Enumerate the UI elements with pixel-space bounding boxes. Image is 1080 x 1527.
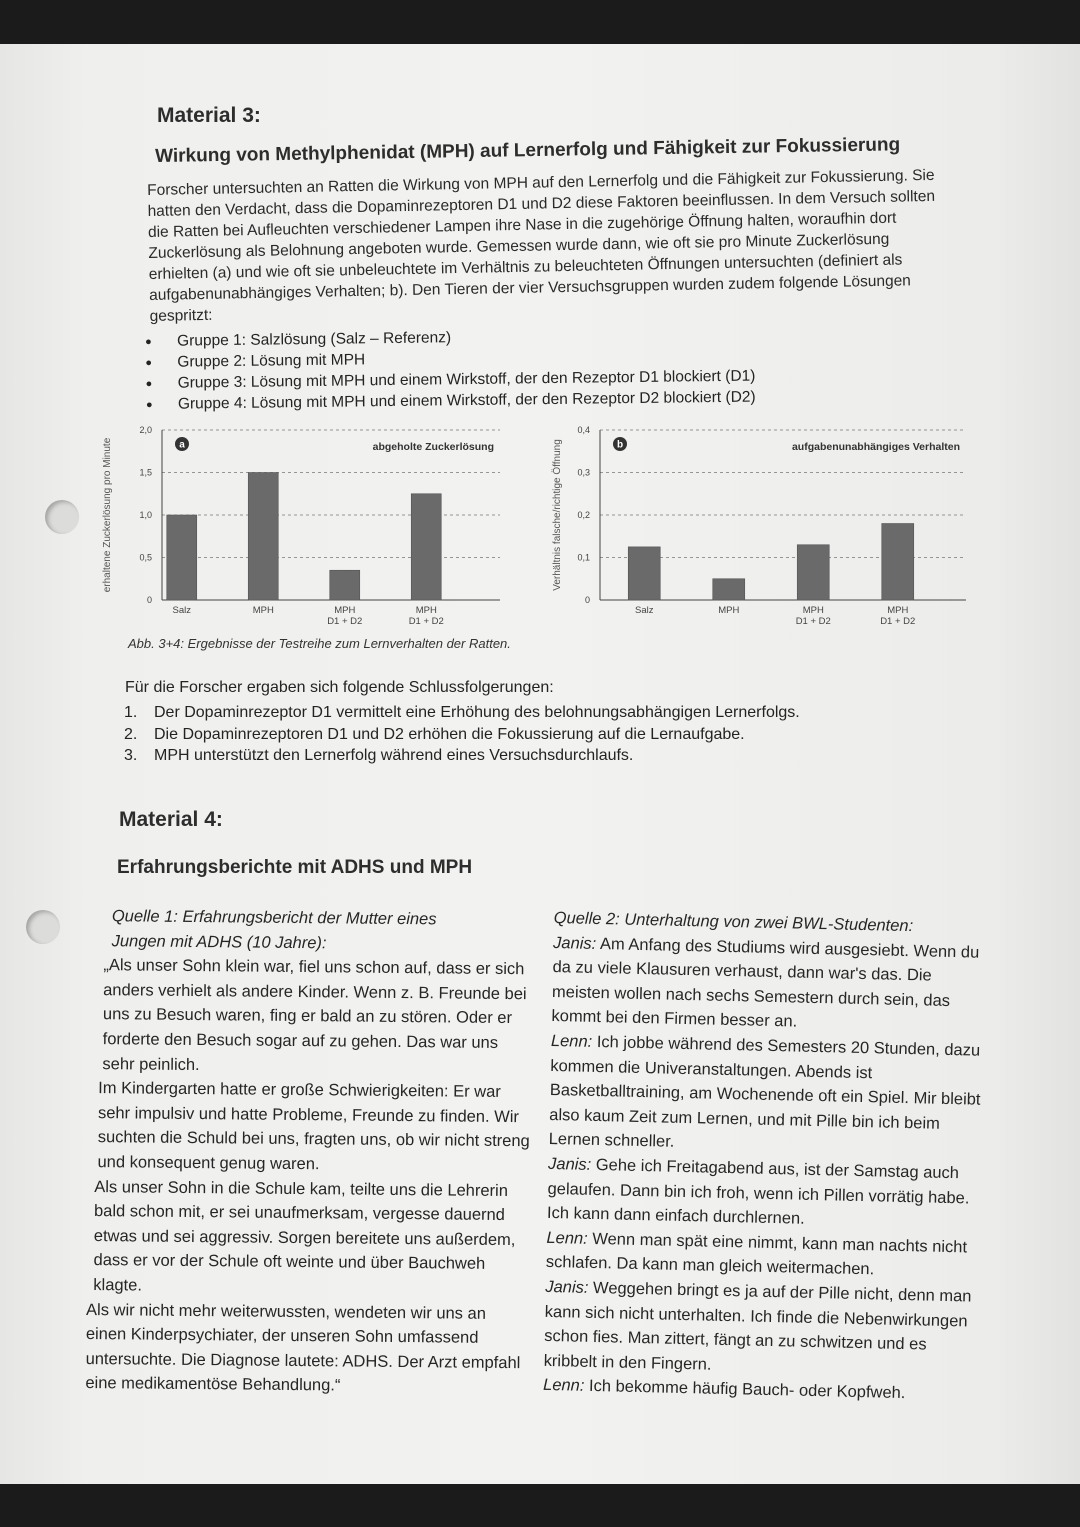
y-tick-label: 0,4	[577, 425, 590, 435]
source1-title: Quelle 1: Erfahrungsbericht der Mutter eines Jungen mit ADHS (10 Jahre):	[111, 907, 437, 952]
source1-paragraph: Im Kindergarten hatte er große Schwierigkeiten: Er war sehr impulsiv und hatte Probleme, Freunde zu finden. Wir suchten die Schuld bei uns, fragten uns, ob wir nicht streng und konsequent genug waren.	[97, 1079, 530, 1174]
conclusions-intro: Für die Forscher ergaben sich folgende Schlussfolgerungen:	[125, 679, 554, 696]
list-item: 2. Die Dopaminrezeptoren D1 und D2 erhöhen die Fokussierung auf die Lernaufgabe.	[124, 725, 745, 743]
material4-heading: Material 4:	[119, 808, 223, 831]
source2-title: Quelle 2: Unterhaltung von zwei BWL-Studenten:	[553, 908, 914, 936]
y-tick-label: 2,0	[139, 425, 152, 435]
dialogue-line: Janis: Weggehen bringt es ja auf der Pille nicht, denn man kann sich nicht unterhalten. Ich finde die Nebenwirkungen schon fies. Man zittert, fängt an zu schwitzen und es kribbelt in den Fingern.	[543, 1277, 972, 1374]
list-item: ● Gruppe 2: Lösung mit MPH	[145, 343, 865, 373]
intro-text: Forscher untersuchten an Ratten die Wirkung von MPH auf den Lernerfolg und die Fähigkeit zur Fokussierung. Sie hatten den Verdacht, dass die Dopaminrezeptoren D1 und D2 diese Faktoren beeinflussen. In dem Versuch sollten die Ratten bei Aufleuchten verschiedener Lampen ihre Nase in die zugehörige Öffnung halten, woraufhin dort Zuckerlösung als Belohnung angeboten wurde. Gemessen wurde dann, wie oft sie pro Minute Zuckerlösung erhielten (a) und wie oft sie unbeleuchtete im Verhältnis zu beleuchteten Öffnungen untersuchten (definiert als aufgabenunabhängiges Verhalten; b). Den Tieren der vier Versuchsgruppen wurden zudem folgende Lösungen gespritzt:	[147, 166, 936, 325]
y-tick-label: 0	[584, 595, 590, 605]
x-tick-label: Salz	[172, 605, 191, 616]
dialogue-line: Janis: Gehe ich Freitagabend aus, ist der Samstag auch gelaufen. Dann bin ich froh, wenn ich Pillen vorrätig habe. Ich kann dann einfach durchlernen.	[546, 1154, 970, 1228]
y-tick-label: 0,3	[577, 467, 590, 478]
x-tick-label: D1 + D2	[880, 616, 916, 627]
x-tick-label: MPH	[887, 605, 909, 616]
list-item: ● Gruppe 3: Lösung mit MPH und einem Wirkstoff, der den Rezeptor D1 blockiert (D1)	[146, 364, 866, 394]
source1-paragraph: Als wir nicht mehr weiterwussten, wendeten wir uns an einen Kinderpsychiater, der unseren Sohn umfassend untersuchte. Die Diagnose lautete: ADHS. Der Arzt empfahl eine medikamentöse Behandlung.“	[85, 1300, 521, 1395]
chart-a-plot	[102, 425, 500, 627]
material3-heading: Material 3:	[157, 104, 261, 127]
y-tick-label: 0,5	[139, 552, 152, 563]
bar	[628, 547, 660, 600]
material3-intro	[147, 165, 940, 327]
y-tick-label: 1,5	[139, 467, 152, 478]
chart-b-plot	[551, 425, 966, 627]
y-tick-label: 0,1	[577, 552, 590, 563]
y-axis-label: Verhältnis falsche/richtige Öffnung	[552, 439, 563, 591]
x-tick-label: MPH	[252, 605, 274, 616]
chart-title: abgeholte Zuckerlösung	[372, 441, 494, 453]
bar	[713, 579, 745, 600]
list-item: 3. MPH unterstützt den Lernerfolg während eines Versuchsdurchlaufs.	[124, 747, 634, 764]
x-tick-label: MPH	[802, 605, 824, 616]
panel-badge-letter: b	[616, 439, 624, 451]
y-tick-label: 1,0	[139, 510, 152, 520]
bar	[411, 494, 441, 600]
group-list	[145, 322, 866, 415]
x-tick-label: D1 + D2	[795, 616, 831, 627]
y-tick-label: 0	[146, 595, 152, 605]
figure-caption: Abb. 3+4: Ergebnisse der Testreihe zum Lernverhalten der Ratten.	[128, 636, 511, 651]
bar	[882, 524, 914, 601]
dialogue-line: Lenn: Ich bekomme häufig Bauch- oder Kopfweh.	[542, 1376, 906, 1403]
dialogue-line: Janis: Am Anfang des Studiums wird ausgesiebt. Wenn du da zu viele Klausuren verhaust, dann war's das. Die meisten wollen nach sechs Semestern durch sein, das kommt bei den Firmen besser an.	[551, 933, 980, 1031]
x-tick-label: D1 + D2	[408, 616, 444, 627]
source1-paragraph: „Als unser Sohn klein war, fiel uns schon auf, dass er sich anders verhielt als andere Kinder. Wenn z. B. Freunde bei uns zu Besuch waren, fing er bald an zu stören. Oder er forderte den Besuch sogar auf zu gehen. Das war uns sehr peinlich.	[102, 956, 527, 1074]
material4-title: Erfahrungsberichte mit ADHS und MPH	[117, 857, 473, 878]
x-tick-label: D1 + D2	[327, 616, 363, 627]
dialogue-line: Lenn: Ich jobbe während des Semesters 20 Stunden, dazu kommen die Univeranstaltungen. Abends ist Basketballtraining, am Wochenende oft ein Spiel. Mir bleibt also kaum Zeit zum Lernen, und mit Pille bin ich beim Lernen schneller.	[548, 1031, 981, 1152]
punch-hole-bottom	[26, 910, 60, 944]
bar	[330, 570, 360, 600]
source1-paragraph: Als unser Sohn in die Schule kam, teilte uns die Lehrerin bald schon mit, er sei unaufmerksam, vergesse dauernd etwas und sei aggressiv. Sorgen bereitete uns außerdem, dass er vor der Schule oft weinte und über Bauchweh klagte.	[93, 1177, 516, 1295]
list-item: 1. Der Dopaminrezeptor D1 vermittelt eine Erhöhung des belohnungsabhängigen Lernerfolgs.	[124, 704, 800, 721]
x-tick-label: MPH	[718, 605, 740, 616]
dialogue-line: Lenn: Wenn man spät eine nimmt, kann man nachts nicht schlafen. Da kann man gleich weitermachen.	[545, 1228, 968, 1279]
x-tick-label: MPH	[334, 605, 356, 616]
panel-badge-letter: a	[179, 439, 185, 451]
y-tick-label: 0,2	[577, 510, 590, 520]
punch-hole-top	[45, 500, 79, 534]
list-item: ● Gruppe 4: Lösung mit MPH und einem Wirkstoff, der den Rezeptor D2 blockiert (D2)	[146, 385, 866, 415]
source2	[543, 906, 990, 1408]
x-tick-label: Salz	[635, 605, 654, 616]
chart-a	[100, 418, 510, 640]
source1	[85, 904, 532, 1400]
bar	[167, 515, 197, 600]
material3-title: Wirkung von Methylphenidat (MPH) auf Lernerfolg und Fähigkeit zur Fokussierung	[155, 134, 901, 167]
x-tick-label: MPH	[415, 605, 437, 616]
chart-b	[548, 418, 978, 640]
bar	[248, 473, 278, 601]
list-item: ● Gruppe 1: Salzlösung (Salz – Referenz)	[145, 322, 865, 352]
chart-title: aufgabenunabhängiges Verhalten	[791, 441, 960, 453]
bar	[797, 545, 829, 600]
conclusions-list	[124, 702, 884, 767]
y-axis-label: erhaltene Zuckerlösung pro Minute	[102, 437, 113, 593]
